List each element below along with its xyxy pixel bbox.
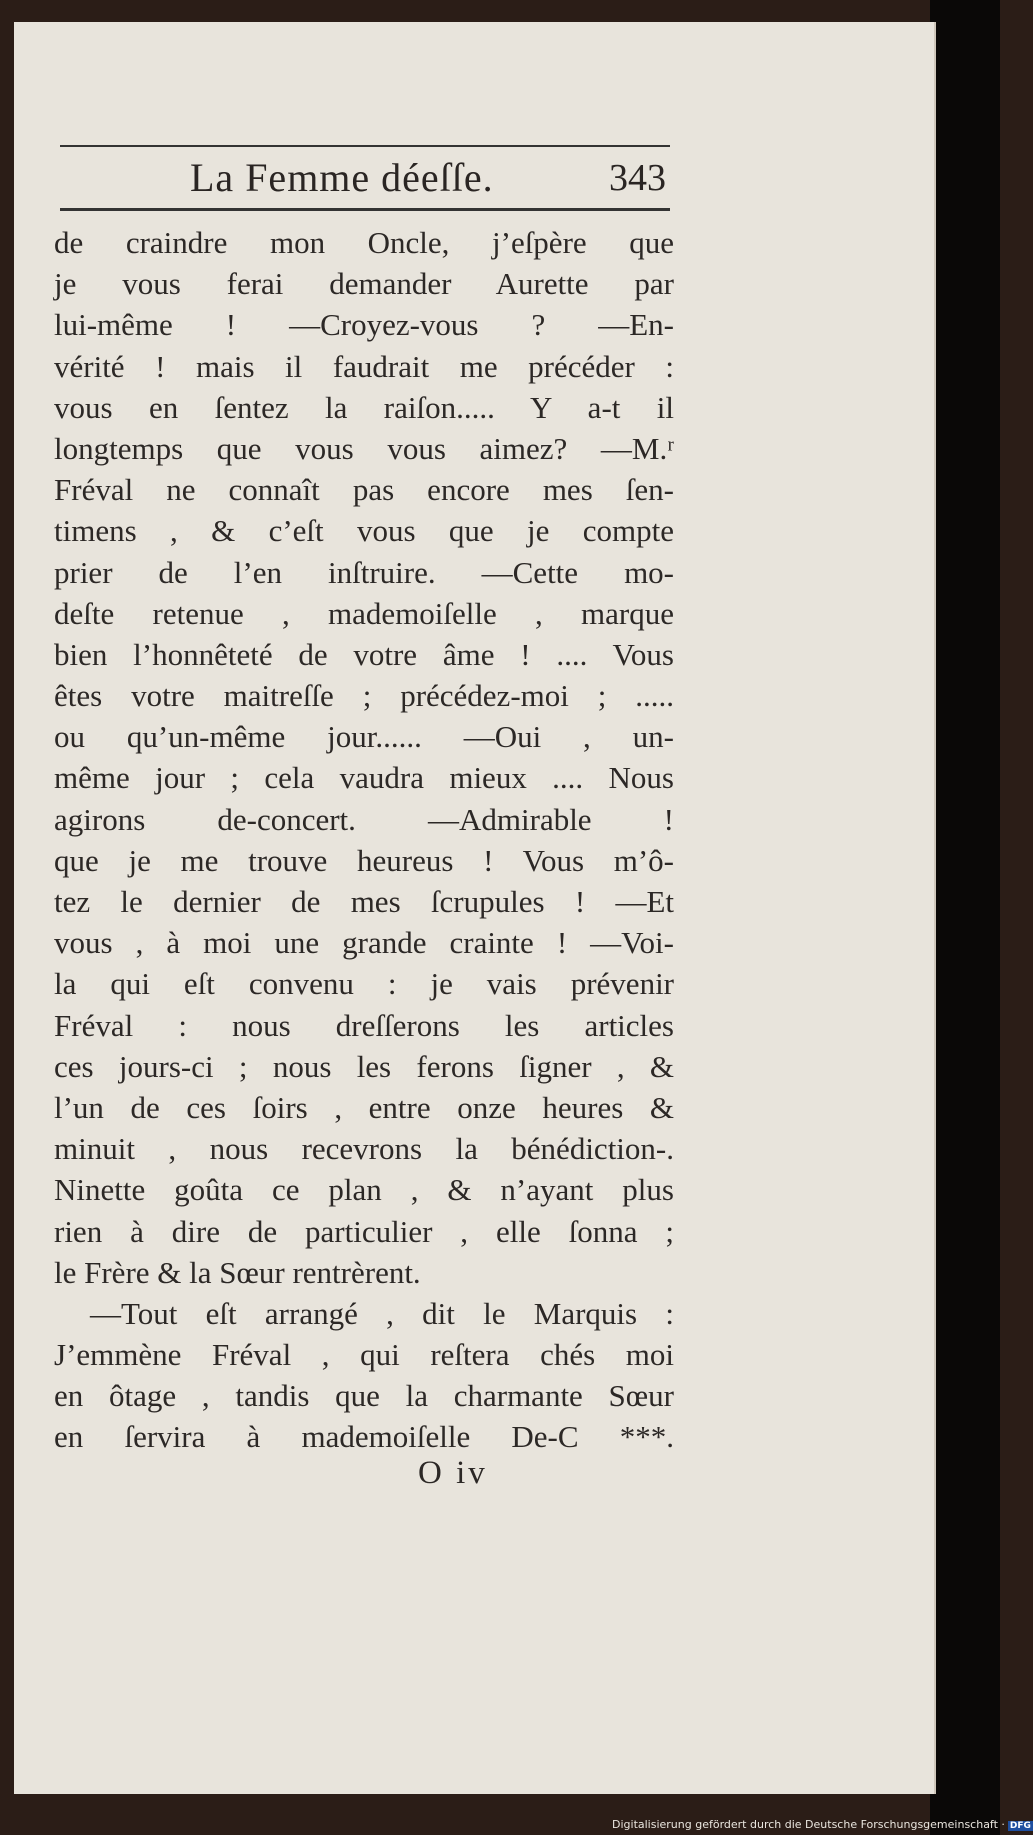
digitization-credit <box>612 1818 1033 1831</box>
text-line: Fréval ne connaît pas encore mes ſen- <box>54 472 674 508</box>
body-text <box>54 222 674 1458</box>
text-line: la qui eſt convenu : je vais prévenir <box>54 966 674 1002</box>
text-line: en ſervira à mademoiſelle De-C ***. <box>54 1419 674 1455</box>
text-line: vérité ! mais il faudrait me précéder : <box>54 348 674 384</box>
text-line: vous en ſentez la raiſon..... Y a-t il <box>54 389 674 425</box>
text-line: lui-même ! —Croyez-vous ? —En- <box>54 307 674 343</box>
text-line: tez le dernier de mes ſcrupules ! —Et <box>54 884 674 919</box>
text-line: que je me trouve heureus ! Vous m’ô- <box>54 842 674 878</box>
signature-mark: O iv <box>418 1455 488 1491</box>
running-title: La Femme déeſſe. <box>190 155 494 200</box>
text-line: Ninette goûta ce plan , & n’ayant plus <box>54 1172 674 1208</box>
text-line: le Frère & la Sœur rentrèrent. <box>54 1254 421 1290</box>
header-rule-top <box>60 145 670 147</box>
text-line: longtemps que vous vous aimez? —M.ʳ <box>54 430 674 466</box>
text-line: deſte retenue , mademoiſelle , marque <box>54 595 674 631</box>
text-line: l’un de ces ſoirs , entre onze heures & <box>54 1089 674 1125</box>
header-rule-bottom <box>60 208 670 211</box>
text-line: vous , à moi une grande crainte ! —Voi- <box>54 925 674 961</box>
scanner-background <box>930 0 1000 1835</box>
text-line: bien l’honnêteté de votre âme ! .... Vous <box>54 636 674 672</box>
text-line: —Tout eſt arrangé , dit le Marquis : <box>90 1295 674 1331</box>
text-line: minuit , nous recevrons la bénédiction-. <box>54 1131 674 1167</box>
text-line: êtes votre maitreſſe ; précédez-moi ; ..... <box>54 678 674 714</box>
dfg-logo: DFG <box>1009 1821 1031 1831</box>
page-number: 343 <box>609 157 666 199</box>
text-line: ces jours-ci ; nous les ferons ſigner , & <box>54 1048 674 1084</box>
text-line: ou qu’un-même jour...... —Oui , un- <box>54 719 674 755</box>
text-line: je vous ferai demander Aurette par <box>54 266 674 302</box>
text-line: même jour ; cela vaudra mieux .... Nous <box>54 760 674 796</box>
credit-text: Digitalisierung gefördert durch die Deutsche Forschungsgemeinschaft · <box>612 1818 1005 1831</box>
text-line: rien à dire de particulier , elle ſonna ; <box>54 1213 674 1249</box>
text-line: timens , & c’eſt vous que je compte <box>54 513 674 549</box>
page-header <box>60 140 670 214</box>
text-line: Fréval : nous dreſſerons les articles <box>54 1007 674 1043</box>
text-line: de craindre mon Oncle, j’eſpère que <box>54 225 674 260</box>
text-line: en ôtage , tandis que la charmante Sœur <box>54 1378 674 1414</box>
text-line: prier de l’en inſtruire. —Cette mo- <box>54 554 674 590</box>
text-line: agirons de-concert. —Admirable ! <box>54 801 674 837</box>
text-line: J’emmène Fréval , qui reſtera chés moi <box>54 1337 674 1373</box>
